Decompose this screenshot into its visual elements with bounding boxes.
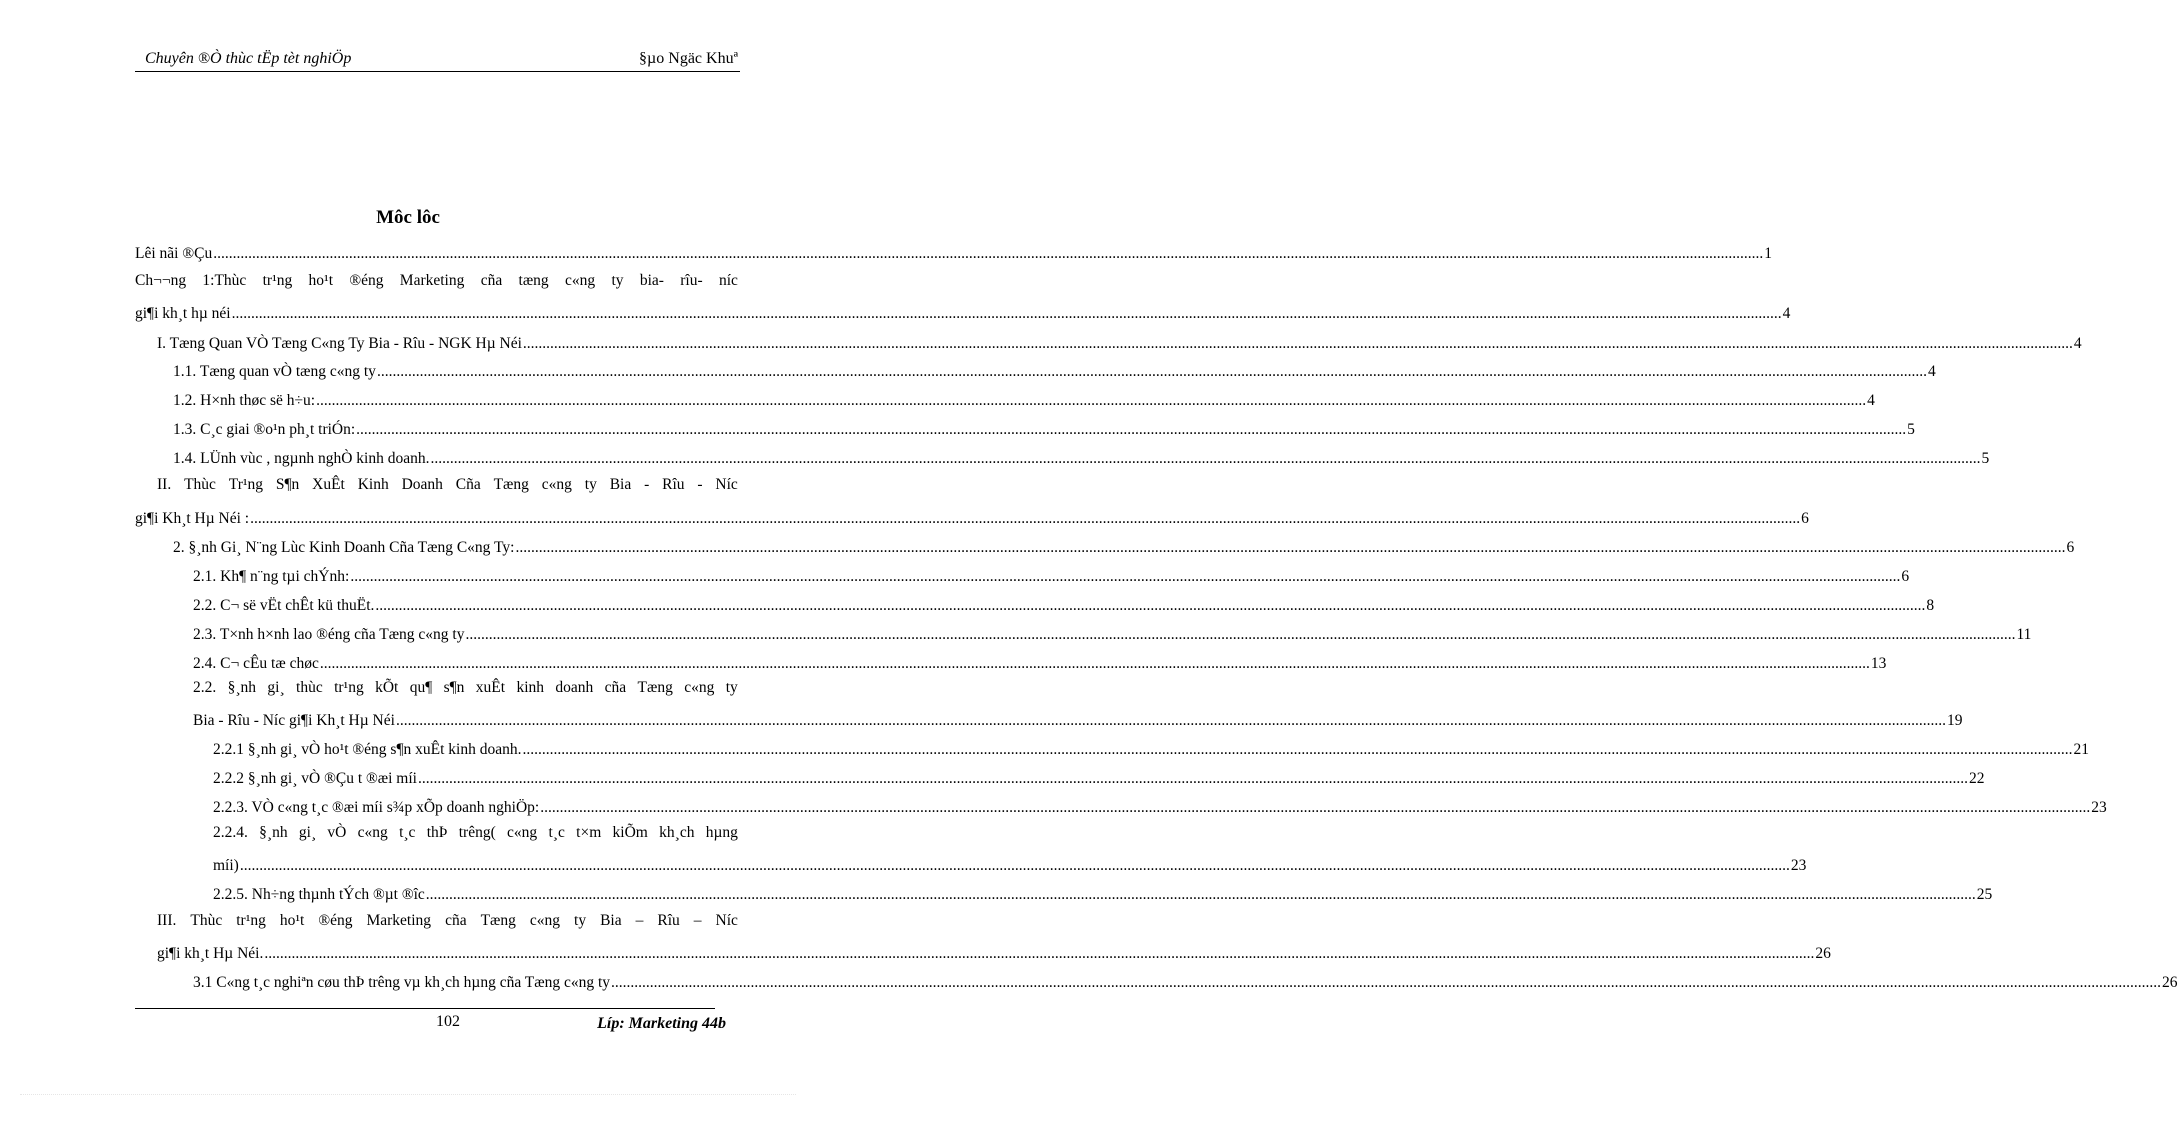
toc-entry-word: t×m — [576, 824, 602, 841]
toc-entry-word: thÞ — [426, 824, 448, 841]
toc-entry-title: 1.3. C¸c giai ®o¹n ph¸t triÓn: — [173, 421, 356, 438]
toc-entry-page: 5 — [1981, 450, 1990, 467]
toc-entry-word: Ch¬¬ng — [135, 272, 187, 289]
toc-entry-word: cña — [480, 272, 503, 289]
toc-entry[interactable] — [213, 765, 1985, 789]
toc-entry-page: 4 — [1927, 363, 1936, 380]
toc-entry[interactable] — [135, 271, 738, 291]
toc-entry-title: 2.2.5. Nh÷ng thµnh tÝch ®µt ®îc — [213, 886, 425, 903]
toc-entry-word: hµng — [705, 824, 738, 841]
toc-entry-word: bia- — [639, 272, 664, 289]
toc-entry-word: qu¶ — [409, 679, 433, 696]
toc-entry-page: 4 — [1782, 305, 1791, 322]
toc-entry-word: ®éng — [349, 272, 384, 289]
toc-entry-word: §¸nh — [227, 679, 257, 696]
toc-entry-page: 6 — [1901, 568, 1910, 585]
toc-entry-page: 22 — [1968, 770, 1985, 787]
toc-entry-word: c«ng — [507, 824, 538, 841]
toc-entry-title: 1.4. LÜnh vùc , ngµnh nghÒ kinh doanh. — [173, 450, 430, 467]
toc-entry-word: kÕt — [375, 679, 399, 696]
toc-entry-word: vÒ — [327, 824, 347, 841]
toc-entry-word: Tr¹ng — [228, 476, 264, 493]
toc-entry[interactable] — [173, 387, 1875, 411]
header-rule — [135, 71, 740, 72]
toc-leader-dots: ................................................................................................................................................................................................................................................................................................................................................................................................................ — [540, 799, 2091, 816]
toc-title: Môc lôc — [376, 207, 440, 228]
toc-entry-word: tr¹ng — [262, 272, 293, 289]
toc-entry-page: 1 — [1764, 245, 1772, 262]
toc-entry-title: 2.2.3. VÒ c«ng t¸c ®æi míi s¾p xÕp doanh nghiÖp: — [213, 799, 540, 816]
header-author: §µo Ngäc Khuª — [639, 50, 738, 67]
toc-entry-word: ty — [574, 912, 587, 929]
footer-rule — [135, 1008, 715, 1009]
toc-entry-title: gi¶i Kh¸t Hµ Néi : — [135, 510, 250, 527]
toc-entry[interactable] — [213, 881, 1993, 905]
toc-entry[interactable] — [193, 563, 1910, 587]
toc-leader-dots: ................................................................................................................................................................................................................................................................................................................................................................................................................ — [515, 539, 2066, 556]
toc-entry-page: 4 — [2073, 335, 2082, 352]
toc-leader-dots: ................................................................................................................................................................................................................................................................................................................................................................................................................ — [522, 335, 2073, 352]
toc-entry-title: 2.3. T×nh h×nh lao ®éng cña Tæng c«ng ty — [193, 626, 465, 643]
toc-entry-page: 26 — [2162, 974, 2178, 991]
footer-class: Líp: Marketing 44b — [597, 1015, 726, 1032]
toc-leader-dots: ................................................................................................................................................................................................................................................................................................................................................................................................................ — [316, 392, 1867, 409]
toc-entry[interactable] — [193, 592, 1935, 616]
toc-entry-word: ho¹t — [279, 912, 305, 929]
toc-entry-page: 4 — [1867, 392, 1875, 409]
toc-leader-dots: ................................................................................................................................................................................................................................................................................................................................................................................................................ — [465, 626, 2016, 643]
toc-entry-page: 8 — [1926, 597, 1935, 614]
toc-entry-word: t¸c — [399, 824, 416, 841]
toc-entry[interactable] — [135, 240, 1772, 264]
toc-entry-title: 2. §¸nh Gi¸ N¨ng Lùc Kinh Doanh Cña Tæng C«ng Ty: — [173, 539, 515, 556]
toc-entry-word: Rîu — [662, 476, 685, 493]
toc-entry-word: c«ng — [684, 679, 715, 696]
toc-leader-dots: ................................................................................................................................................................................................................................................................................................................................................................................................................ — [356, 421, 1907, 438]
toc-entry[interactable] — [173, 358, 1936, 382]
toc-entry-word: thùc — [296, 679, 323, 696]
toc-leader-dots: ................................................................................................................................................................................................................................................................................................................................................................................................................ — [350, 568, 1901, 585]
toc-entry-word: kh¸ch — [659, 824, 695, 841]
toc-leader-dots: ................................................................................................................................................................................................................................................................................................................................................................................................................ — [231, 305, 1782, 322]
toc-entry-page: 6 — [1801, 510, 1809, 527]
toc-entry-word: XuÊt — [312, 476, 345, 493]
toc-entry-title: I. Tæng Quan VÒ Tæng C«ng Ty Bia - Rîu - NGK Hµ Néi — [157, 335, 522, 352]
toc-entry-word: Doanh — [401, 476, 443, 493]
toc-entry-word: Tæng — [480, 912, 516, 929]
toc-entry-page: 26 — [1815, 945, 1831, 962]
toc-entry[interactable] — [193, 650, 1887, 674]
toc-entry[interactable] — [213, 794, 2107, 818]
toc-entry-page: 23 — [1790, 857, 1807, 874]
toc-entry[interactable] — [193, 707, 1963, 731]
toc-entry-word: Marketing — [399, 272, 465, 289]
toc-entry-word: cña — [445, 912, 467, 929]
toc-entry-word: Thùc — [184, 476, 216, 493]
toc-entry-word: trêng( — [458, 824, 496, 841]
toc-entry[interactable] — [173, 445, 1990, 469]
toc-entry-title: Bia - Rîu - Níc gi¶i Kh¸t Hµ Néi — [193, 712, 395, 729]
toc-entry-word: gi¸ — [298, 824, 317, 841]
toc-entry-page: 5 — [1907, 421, 1915, 438]
toc-entry-word: III. — [157, 912, 177, 929]
toc-entry-word: tr¹ng — [236, 912, 266, 929]
toc-leader-dots: ................................................................................................................................................................................................................................................................................................................................................................................................................ — [239, 857, 1790, 874]
toc-entry-title: 2.4. C¬ cÊu tæ chøc — [193, 655, 319, 672]
toc-entry-page: 21 — [2073, 741, 2089, 758]
toc-entry-title: gi¶i kh¸t Hµ Néi. — [157, 945, 264, 962]
toc-entry-page: 19 — [1946, 712, 1963, 729]
toc-entry-title: gi¶i kh¸t hµ néi — [135, 305, 231, 322]
toc-leader-dots: ................................................................................................................................................................................................................................................................................................................................................................................................................ — [395, 712, 1946, 729]
toc-entry-word: c«ng — [564, 272, 596, 289]
toc-entry-word: c«ng — [357, 824, 388, 841]
toc-leader-dots: ................................................................................................................................................................................................................................................................................................................................................................................................................ — [425, 886, 1976, 903]
toc-entry[interactable] — [213, 736, 2089, 760]
toc-entry-word: c«ng — [529, 912, 561, 929]
toc-entry-word: tr¹ng — [334, 679, 364, 696]
page-number: 102 — [436, 1013, 460, 1030]
toc-leader-dots: ................................................................................................................................................................................................................................................................................................................................................................................................................ — [250, 510, 1801, 527]
toc-entry-word: Níc — [715, 476, 738, 493]
toc-entry[interactable] — [135, 300, 1791, 324]
toc-entry-word: Kinh — [357, 476, 389, 493]
toc-entry-title: míi) — [213, 857, 239, 874]
toc-entry-title: Lêi nãi ®Çu — [135, 245, 213, 262]
toc-entry-word: Thùc — [190, 912, 223, 929]
toc-entry-page: 13 — [1870, 655, 1887, 672]
toc-entry-word: §¸nh — [259, 824, 288, 841]
toc-entry-word: ®éng — [318, 912, 353, 929]
toc-entry-word: ty — [725, 679, 738, 696]
toc-entry[interactable] — [213, 852, 1807, 876]
toc-entry-title: 1.1. Tæng quan vÒ tæng c«ng ty — [173, 363, 376, 380]
toc-entry-page: 6 — [2066, 539, 2075, 556]
toc-leader-dots: ................................................................................................................................................................................................................................................................................................................................................................................................................ — [611, 974, 2162, 991]
toc-entry-word: kiÕm — [612, 824, 648, 841]
toc-entry-word: ho¹t — [308, 272, 334, 289]
toc-entry-word: níc — [718, 272, 738, 289]
toc-entry-page: 11 — [2016, 626, 2032, 643]
toc-entry[interactable] — [193, 969, 2178, 993]
toc-entry-word: s¶n — [443, 679, 465, 696]
toc-entry-word: gi¸ — [267, 679, 285, 696]
toc-entry-title: 2.1. Kh¶ n¨ng tµi chÝnh: — [193, 568, 350, 585]
toc-entry-word: 2.2. — [193, 679, 217, 696]
toc-entry-word: - — [697, 476, 703, 493]
toc-entry-title: 1.2. H×nh thøc së h÷u: — [173, 392, 316, 409]
toc-entry-word: tæng — [518, 272, 549, 289]
toc-entry-word: Níc — [715, 912, 738, 929]
toc-leader-dots: ................................................................................................................................................................................................................................................................................................................................................................................................................ — [522, 741, 2073, 758]
toc-entry-word: xuÊt — [475, 679, 506, 696]
toc-entry-title: 2.2.2 §¸nh gi¸ vÒ ®Çu t ®æi míi — [213, 770, 417, 787]
toc-leader-dots: ................................................................................................................................................................................................................................................................................................................................................................................................................ — [376, 363, 1927, 380]
toc-entry[interactable] — [173, 534, 2075, 558]
toc-entry-word: t¸c — [548, 824, 565, 841]
toc-entry-word: ty — [611, 272, 624, 289]
toc-leader-dots: ................................................................................................................................................................................................................................................................................................................................................................................................................ — [319, 655, 1870, 672]
toc-entry[interactable] — [157, 475, 738, 495]
toc-leader-dots: ................................................................................................................................................................................................................................................................................................................................................................................................................ — [430, 450, 1981, 467]
toc-entry-word: Cña — [455, 476, 481, 493]
toc-entry-word: Marketing — [366, 912, 432, 929]
toc-leader-dots: ................................................................................................................................................................................................................................................................................................................................................................................................................ — [213, 245, 1764, 262]
toc-entry-word: ty — [584, 476, 597, 493]
toc-entry[interactable] — [157, 940, 1831, 964]
toc-entry-word: II. — [157, 476, 172, 493]
toc-entry-title: 3.1 C«ng t¸c nghiªn cøu thÞ trêng vµ kh¸ch hµng cña Tæng c«ng ty — [193, 974, 611, 991]
toc-entry-page: 25 — [1976, 886, 1993, 903]
header-title: Chuyên ®Ò thùc tËp tèt nghiÖp — [145, 50, 352, 67]
toc-entry-title: 2.2.1 §¸nh gi¸ vÒ ho¹t ®éng s¶n xuÊt kinh doanh. — [213, 741, 522, 758]
toc-entry-word: Bia — [609, 476, 632, 493]
toc-entry-word: Bia — [600, 912, 622, 929]
toc-entry-word: rîu- — [680, 272, 703, 289]
toc-entry[interactable] — [157, 330, 2082, 354]
toc-entry[interactable] — [193, 678, 738, 698]
toc-entry-page: 23 — [2091, 799, 2107, 816]
toc-entry-word: S¶n — [275, 476, 300, 493]
toc-leader-dots: ................................................................................................................................................................................................................................................................................................................................................................................................................ — [417, 770, 1968, 787]
toc-entry[interactable] — [213, 823, 738, 843]
toc-entry-word: cña — [604, 679, 627, 696]
toc-entry[interactable] — [157, 911, 738, 931]
toc-entry[interactable] — [193, 621, 2032, 645]
toc-entry-word: – — [635, 912, 644, 929]
toc-entry-word: Rîu — [657, 912, 680, 929]
toc-entry-title: 2.2. C¬ së vËt chÊt kü thuËt. — [193, 597, 375, 614]
toc-leader-dots: ................................................................................................................................................................................................................................................................................................................................................................................................................ — [375, 597, 1926, 614]
toc-entry-word: 2.2.4. — [213, 824, 248, 841]
toc-leader-dots: ................................................................................................................................................................................................................................................................................................................................................................................................................ — [264, 945, 1815, 962]
toc-entry-word: c«ng — [541, 476, 572, 493]
toc-entry[interactable] — [135, 505, 1809, 529]
toc-entry-word: Tæng — [637, 679, 673, 696]
toc-entry[interactable] — [173, 416, 1915, 440]
toc-entry-word: kinh — [516, 679, 545, 696]
toc-entry-word: Tæng — [493, 476, 529, 493]
page-edge — [20, 1094, 796, 1095]
toc-entry-word: 1:Thùc — [202, 272, 247, 289]
toc-entry-word: - — [644, 476, 650, 493]
toc-entry-word: – — [693, 912, 702, 929]
toc-entry-word: doanh — [555, 679, 594, 696]
